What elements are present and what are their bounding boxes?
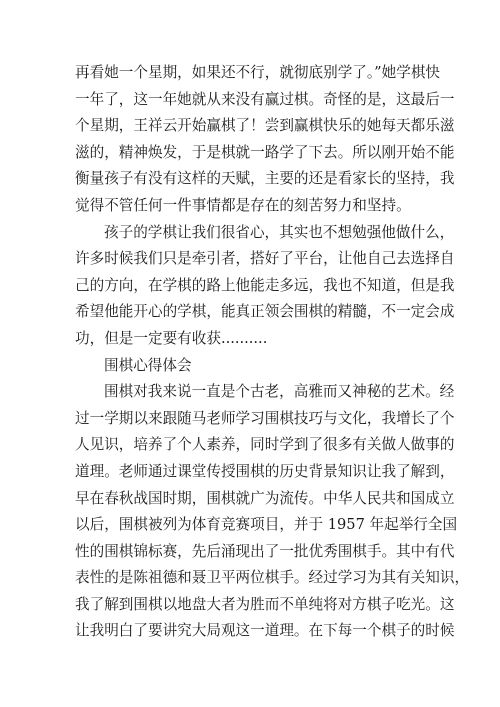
text-line: 希望他能开心的学棋，能真正领会围棋的精髓，不一定会成 xyxy=(75,303,455,321)
text-line: 己的方向，在学棋的路上他能走多远，我也不知道，但是我 xyxy=(75,276,455,294)
text-line: 再看她一个星期，如果还不行，就彻底别学了。”她学棋快 xyxy=(75,64,441,81)
text-line: 过一学期以来跟随马老师学习围棋技巧与文化，我增长了个 xyxy=(75,409,455,427)
text-line: 滋的，精神焕发，于是棋就一路学了下去。所以刚开始不能 xyxy=(75,143,455,161)
text-line: 衡量孩子有没有这样的天赋，主要的还是看家长的坚持，我 xyxy=(75,170,455,188)
text-line: 许多时候我们只是牵引者，搭好了平台，让他自己去选择自 xyxy=(75,250,455,268)
text-line: 围棋对我来说一直是个古老，高雅而又神秘的艺术。经 xyxy=(104,383,455,401)
text-line: 道理。老师通过课堂传授围棋的历史背景知识让我了解到， xyxy=(75,462,455,480)
text-line: 觉得不管任何一件事情都是存在的刻苦努力和坚持。 xyxy=(75,196,411,214)
text-line: 一年了，这一年她就从来没有赢过棋。奇怪的是，这最后一 xyxy=(75,90,455,108)
text-line: 让我明白了要讲究大局观这一道理。在下每一个棋子的时候 xyxy=(75,622,455,640)
text-line: 早在春秋战国时期，围棋就广为流传。中华人民共和国成立 xyxy=(75,489,455,507)
text-line: 功，但是一定要有收获.......... xyxy=(75,329,268,347)
text-line: 个星期，王祥云开始赢棋了！尝到赢棋快乐的她每天都乐滋 xyxy=(75,117,455,135)
text-line: 以后，围棋被列为体育竞赛项目，并于 1957 年起举行全国 xyxy=(75,516,458,534)
text-line: 表性的是陈祖德和聂卫平两位棋手。经过学习为其有关知识， xyxy=(75,569,470,587)
body-text xyxy=(75,60,470,645)
text-line: 围棋心得体会 xyxy=(104,356,192,374)
text-line: 孩子的学棋让我们很省心，其实也不想勉强他做什么， xyxy=(104,223,455,241)
text-line: 性的围棋锦标赛，先后涌现出了一批优秀围棋手。其中有代 xyxy=(75,542,455,560)
text-line: 人见识，培养了个人素养，同时学到了很多有关做人做事的 xyxy=(75,436,455,454)
text-line: 我了解到围棋以地盘大者为胜而不单纯将对方棋子吃光。这 xyxy=(75,595,455,613)
